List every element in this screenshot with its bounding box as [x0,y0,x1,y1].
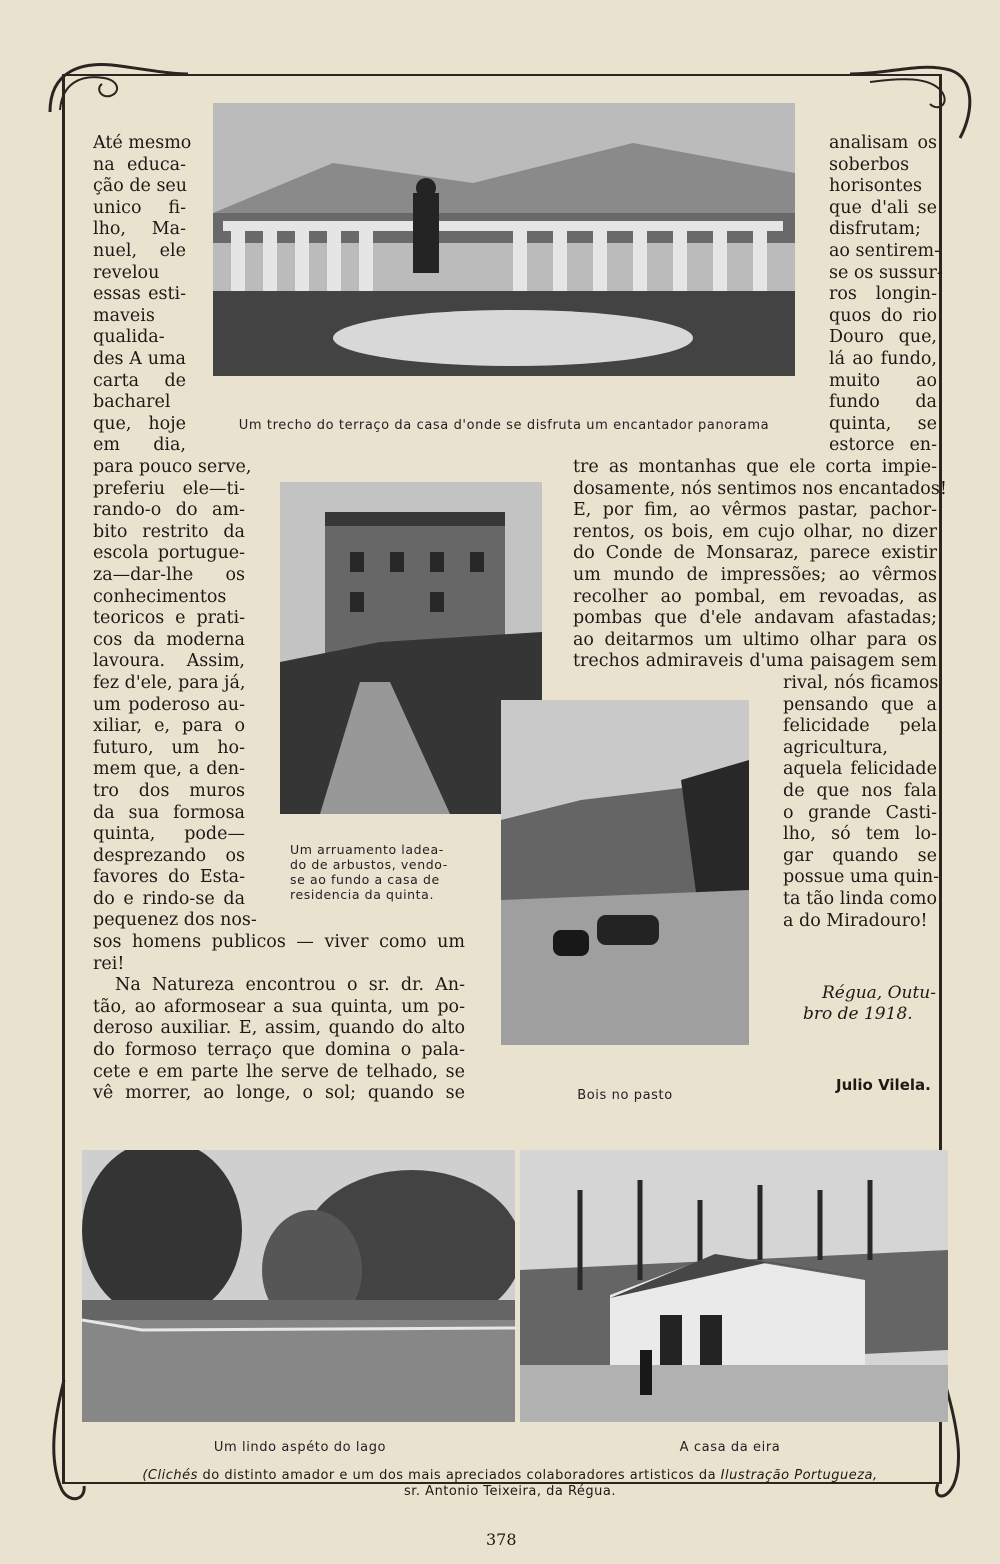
text-line: za—dar-lhe os [93,564,245,585]
text-column-left-bottom [93,932,465,1105]
text-line: a do Miradouro! [783,910,928,931]
text-line: se os sussur- [829,262,943,283]
credits-magazine: Ilustração Portugueza, [720,1468,878,1483]
text-line: disfrutam; [829,219,921,240]
text-line: horisontes [829,176,922,197]
text-line: trechos admiraveis d'uma paisagem sem [573,651,937,672]
text-line: do Conde de Monsaraz, parece existir [573,543,937,564]
text-column-left-top [93,133,192,457]
text-line: des A uma [93,348,186,369]
text-line: lho, só tem lo- [783,824,937,845]
text-line: que d'ali se [829,197,937,218]
text-line: dosamente, nós sentimos nos encantados! [573,478,947,499]
text-line: cos da moderna [93,629,245,650]
text-line: que, hoje [93,413,186,434]
text-line: Na Natureza encontrou o sr. dr. An- [115,975,465,996]
text-line: rival, nós ficamos [783,673,939,693]
text-line: estorce en- [829,435,937,456]
text-line: em dia, [93,435,186,456]
text-column-left-middle [93,457,257,932]
text-line: felicidade pela [783,716,937,737]
text-line: preferiu ele—ti- [93,478,245,499]
text-line: conhecimentos [93,586,227,607]
text-line: favores do Esta- [93,867,245,888]
text-line: analisam os [829,133,937,153]
place-date-line: bro de 1918. [803,1004,913,1024]
credits-text: do distinto amador e um dos mais apreciados colaboradores artisticos da [197,1468,721,1483]
text-line: sos homens publicos — viver como um [93,932,465,952]
credits-cliches: (Clichés [142,1468,198,1483]
text-line: tão, ao aformosear a sua quinta, um po- [93,996,465,1017]
photo-oxen [501,700,749,1045]
text-line: ção de seu [93,176,188,197]
text-line: da sua formosa [93,802,245,823]
text-line: mem que, a den- [93,759,245,780]
text-line: revelou [93,262,160,283]
text-line: teoricos e prati- [93,608,245,629]
text-line: pombas que d'ele andavam afastadas; [573,608,937,629]
text-line: gar quando se [783,845,937,866]
text-column-right-middle [573,457,947,673]
text-line: pequenez dos nos- [93,910,257,931]
photo-credits [90,1468,930,1500]
text-line: um mundo de impressões; ao vêrmos [573,564,937,585]
text-line: ros longin- [829,284,937,305]
text-line: qualida- [93,327,165,348]
text-line: fez d'ele, para já, [93,672,246,693]
text-line: agricultura, [783,737,888,758]
text-line: ao sentirem- [829,240,940,261]
text-line: de que nos fala [783,780,937,801]
text-line: essas esti- [93,284,186,305]
caption-lake: Um lindo aspéto do lago [213,1440,387,1455]
text-line: do e rindo-se da [93,888,245,909]
text-line: futuro, um ho- [93,737,245,758]
text-line: Douro que, [829,327,937,348]
text-line: rando-o do am- [93,500,245,521]
text-line: possue uma quin- [783,867,940,888]
text-line: ao deitarmos um ultimo olhar para os [573,629,937,650]
text-line: maveis [93,305,155,326]
text-line: rentos, os bois, em cujo olhar, no dizer [573,521,937,542]
text-line: xiliar, e, para o [93,716,245,737]
text-line: muito ao [829,370,937,391]
text-line: nuel, ele [93,240,186,261]
photo-lake [82,1150,515,1422]
corner-ornament-top-left [40,52,190,122]
text-line: quinta, se [829,413,937,434]
caption-path-line: do de arbustos, vendo- [290,857,448,872]
text-line: tro dos muros [93,780,245,801]
caption-threshing-house: A casa da eira [679,1440,781,1455]
text-line: bacharel [93,392,171,413]
caption-path-line: se ao fundo a casa de [290,872,440,887]
text-line: recolher ao pombal, em revoadas, as [573,586,937,607]
text-line: lavoura. Assim, [93,651,245,672]
text-line: cete e em parte lhe serve de telhado, se [93,1061,465,1082]
credits-author: sr. Antonio Teixeira, da Régua. [403,1484,617,1499]
text-line: rei! [93,953,125,974]
text-line: quos do rio [829,305,937,326]
text-line: desprezando os [93,845,245,866]
place-date-line: Régua, Outu- [821,983,936,1003]
text-line: Até mesmo [93,133,192,153]
text-line: deroso auxiliar. E, assim, quando do alto [93,1018,465,1039]
text-line: do formoso terraço que domina o pala- [93,1039,465,1060]
text-line: tre as montanhas que ele corta impie- [573,457,937,477]
text-line: um poderoso au- [93,694,245,715]
text-column-right-top [829,133,943,457]
author-signature: Julio Vilela. [836,1076,931,1094]
text-line: vê morrer, ao longe, o sol; quando se [93,1083,465,1104]
text-line: carta de [93,370,186,391]
caption-oxen: Bois no pasto [577,1088,673,1103]
caption-path-line: Um arruamento ladea- [290,842,444,857]
photo-threshing-house [520,1150,948,1422]
place-date [800,983,936,1025]
caption-terrace: Um trecho do terraço da casa d'onde se disfruta um encantador panorama [238,418,770,433]
text-line: ta tão linda como [783,888,937,909]
text-line: para pouco serve, [93,457,252,477]
text-line: quinta, pode— [93,824,245,845]
text-line: unico fi- [93,197,186,218]
text-line: bito restrito da [93,521,245,542]
text-line: lá ao fundo, [829,348,937,369]
text-column-right-bottom [783,673,940,932]
text-line: aquela felicidade [783,759,937,780]
caption-path [290,842,470,902]
text-line: E, por fim, ao vêrmos pastar, pachor- [573,500,937,521]
text-line: na educa- [93,154,186,175]
photo-terrace [213,103,795,376]
text-line: lho, Ma- [93,219,186,240]
caption-path-line: residencia da quinta. [290,887,435,902]
text-line: escola portugue- [93,543,245,564]
text-line: fundo da [829,392,937,413]
text-line: pensando que a [783,694,937,715]
page-number: 378 [486,1530,517,1549]
text-line: soberbos [829,154,910,175]
corner-ornament-top-right [850,52,980,142]
text-line: o grande Casti- [783,802,937,823]
